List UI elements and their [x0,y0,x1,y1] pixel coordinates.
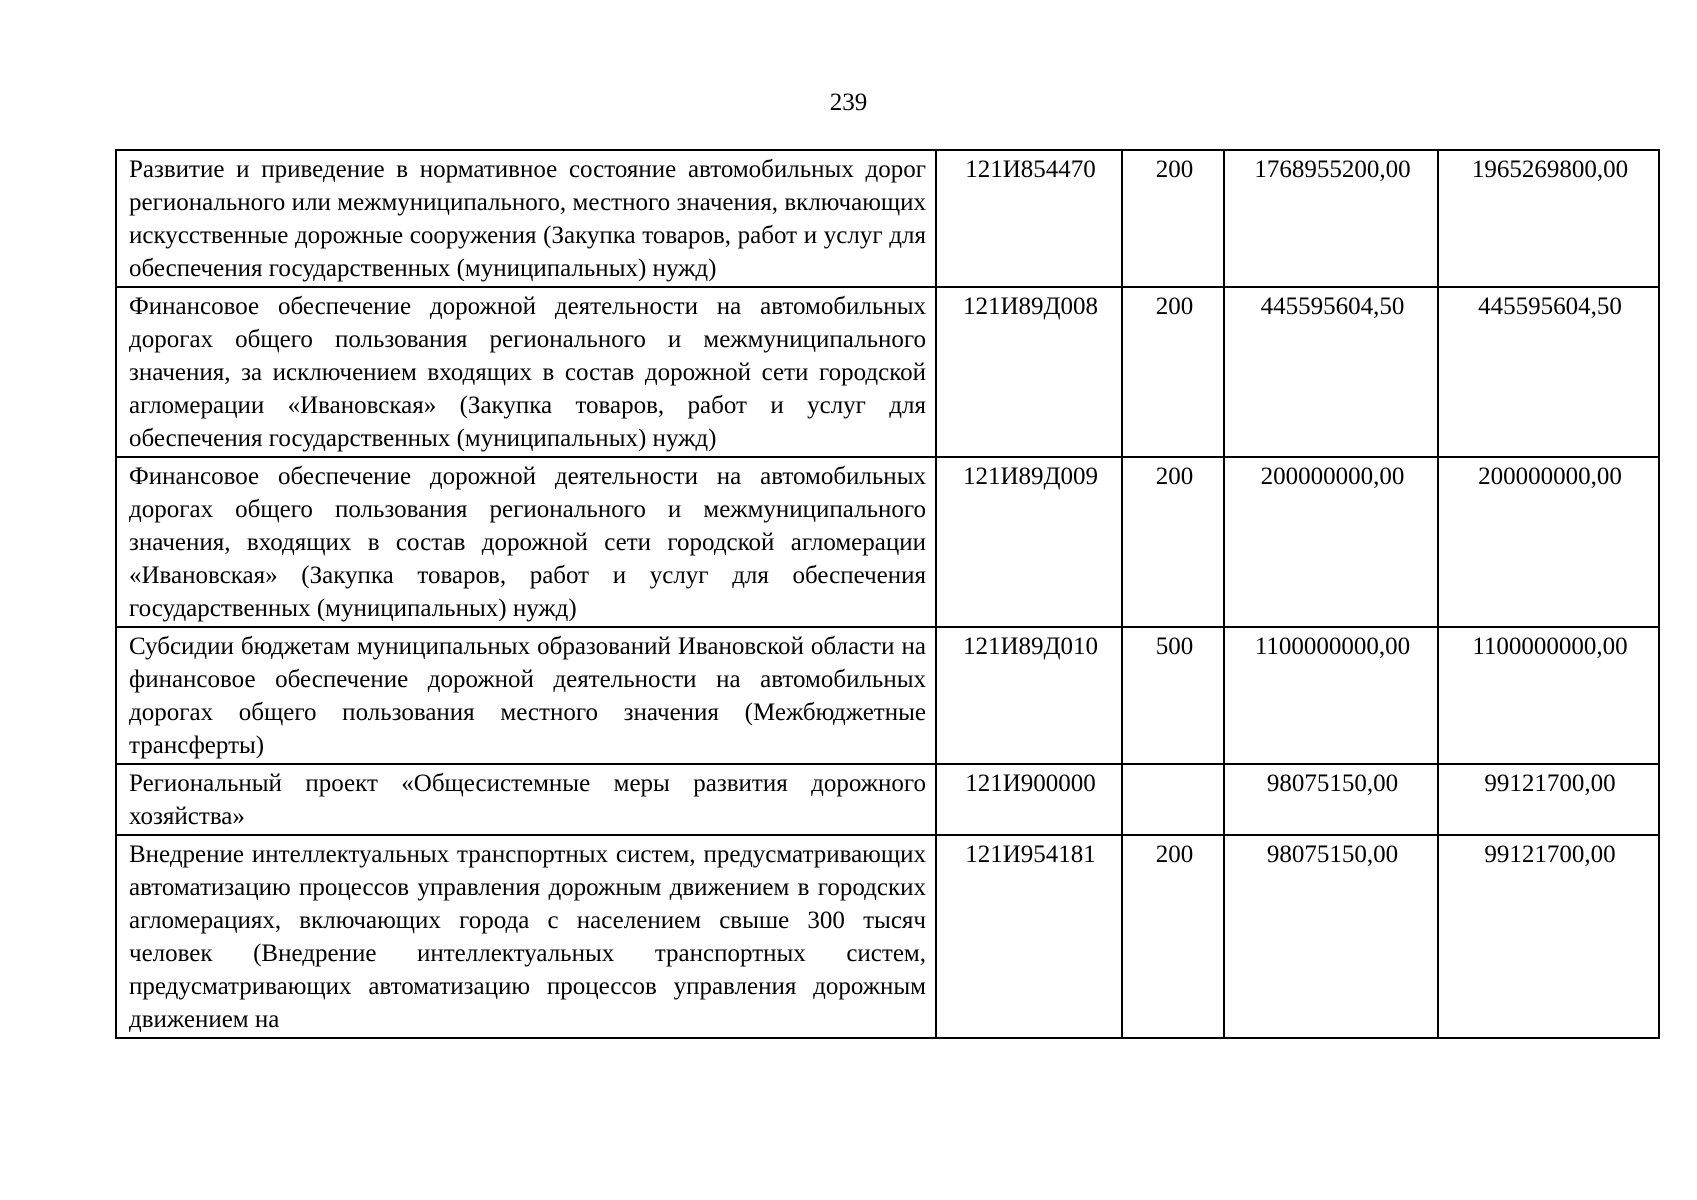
table-row [116,457,1659,627]
row-amount-1: 200000000,00 [1224,457,1438,627]
row-expense-type: 200 [1122,150,1224,287]
row-amount-1: 1100000000,00 [1224,627,1438,764]
table-row [116,627,1659,764]
row-amount-2: 1965269800,00 [1438,150,1659,287]
row-amount-2: 445595604,50 [1438,287,1659,457]
row-amount-1: 445595604,50 [1224,287,1438,457]
table-row [116,150,1659,287]
row-description: Развитие и приведение в нормативное состояние автомобильных дорог регионального или межмуниципального, местного значения, включающих искусственные дорожные сооружения (Закупка товаров, работ и услуг для обеспечения государственных (муниципальных) нужд) [116,150,936,287]
table-row [116,835,1659,1038]
row-description: Финансовое обеспечение дорожной деятельности на автомобильных дорогах общего пользования регионального и межмуниципального значения, входящих в состав дорожной сети городской агломерации «Ивановская» (Закупка товаров, работ и услуг для обеспечения государственных (муниципальных) нужд) [116,457,936,627]
row-amount-2: 200000000,00 [1438,457,1659,627]
row-expense-type: 200 [1122,287,1224,457]
table-row [116,287,1659,457]
row-amount-1: 1768955200,00 [1224,150,1438,287]
row-code: 121И854470 [936,150,1122,287]
table-row [116,764,1659,835]
row-code: 121И89Д008 [936,287,1122,457]
row-code: 121И89Д010 [936,627,1122,764]
row-expense-type [1122,764,1224,835]
row-amount-2: 99121700,00 [1438,835,1659,1038]
budget-table [115,149,1660,1039]
row-amount-2: 99121700,00 [1438,764,1659,835]
row-expense-type: 200 [1122,835,1224,1038]
row-description: Внедрение интеллектуальных транспортных систем, предусматривающих автоматизацию процессов управления дорожным движением в городских агломерациях, включающих города с населением свыше 300 тысяч человек (Внедрение интеллектуальных транспортных систем, предусматривающих автоматизацию процессов управления дорожным движением на [116,835,936,1038]
row-amount-1: 98075150,00 [1224,835,1438,1038]
row-description: Региональный проект «Общесистемные меры развития дорожного хозяйства» [116,764,936,835]
row-code: 121И900000 [936,764,1122,835]
row-description: Финансовое обеспечение дорожной деятельности на автомобильных дорогах общего пользования регионального и межмуниципального значения, за исключением входящих в состав дорожной сети городской агломерации «Ивановская» (Закупка товаров, работ и услуг для обеспечения государственных (муниципальных) нужд) [116,287,936,457]
row-expense-type: 200 [1122,457,1224,627]
row-expense-type: 500 [1122,627,1224,764]
row-amount-1: 98075150,00 [1224,764,1438,835]
page-number: 239 [829,89,868,116]
row-amount-2: 1100000000,00 [1438,627,1659,764]
row-code: 121И954181 [936,835,1122,1038]
row-code: 121И89Д009 [936,457,1122,627]
row-description: Субсидии бюджетам муниципальных образований Ивановской области на финансовое обеспечение дорожной деятельности на автомобильных дорогах общего пользования местного значения (Межбюджетные трансферты) [116,627,936,764]
